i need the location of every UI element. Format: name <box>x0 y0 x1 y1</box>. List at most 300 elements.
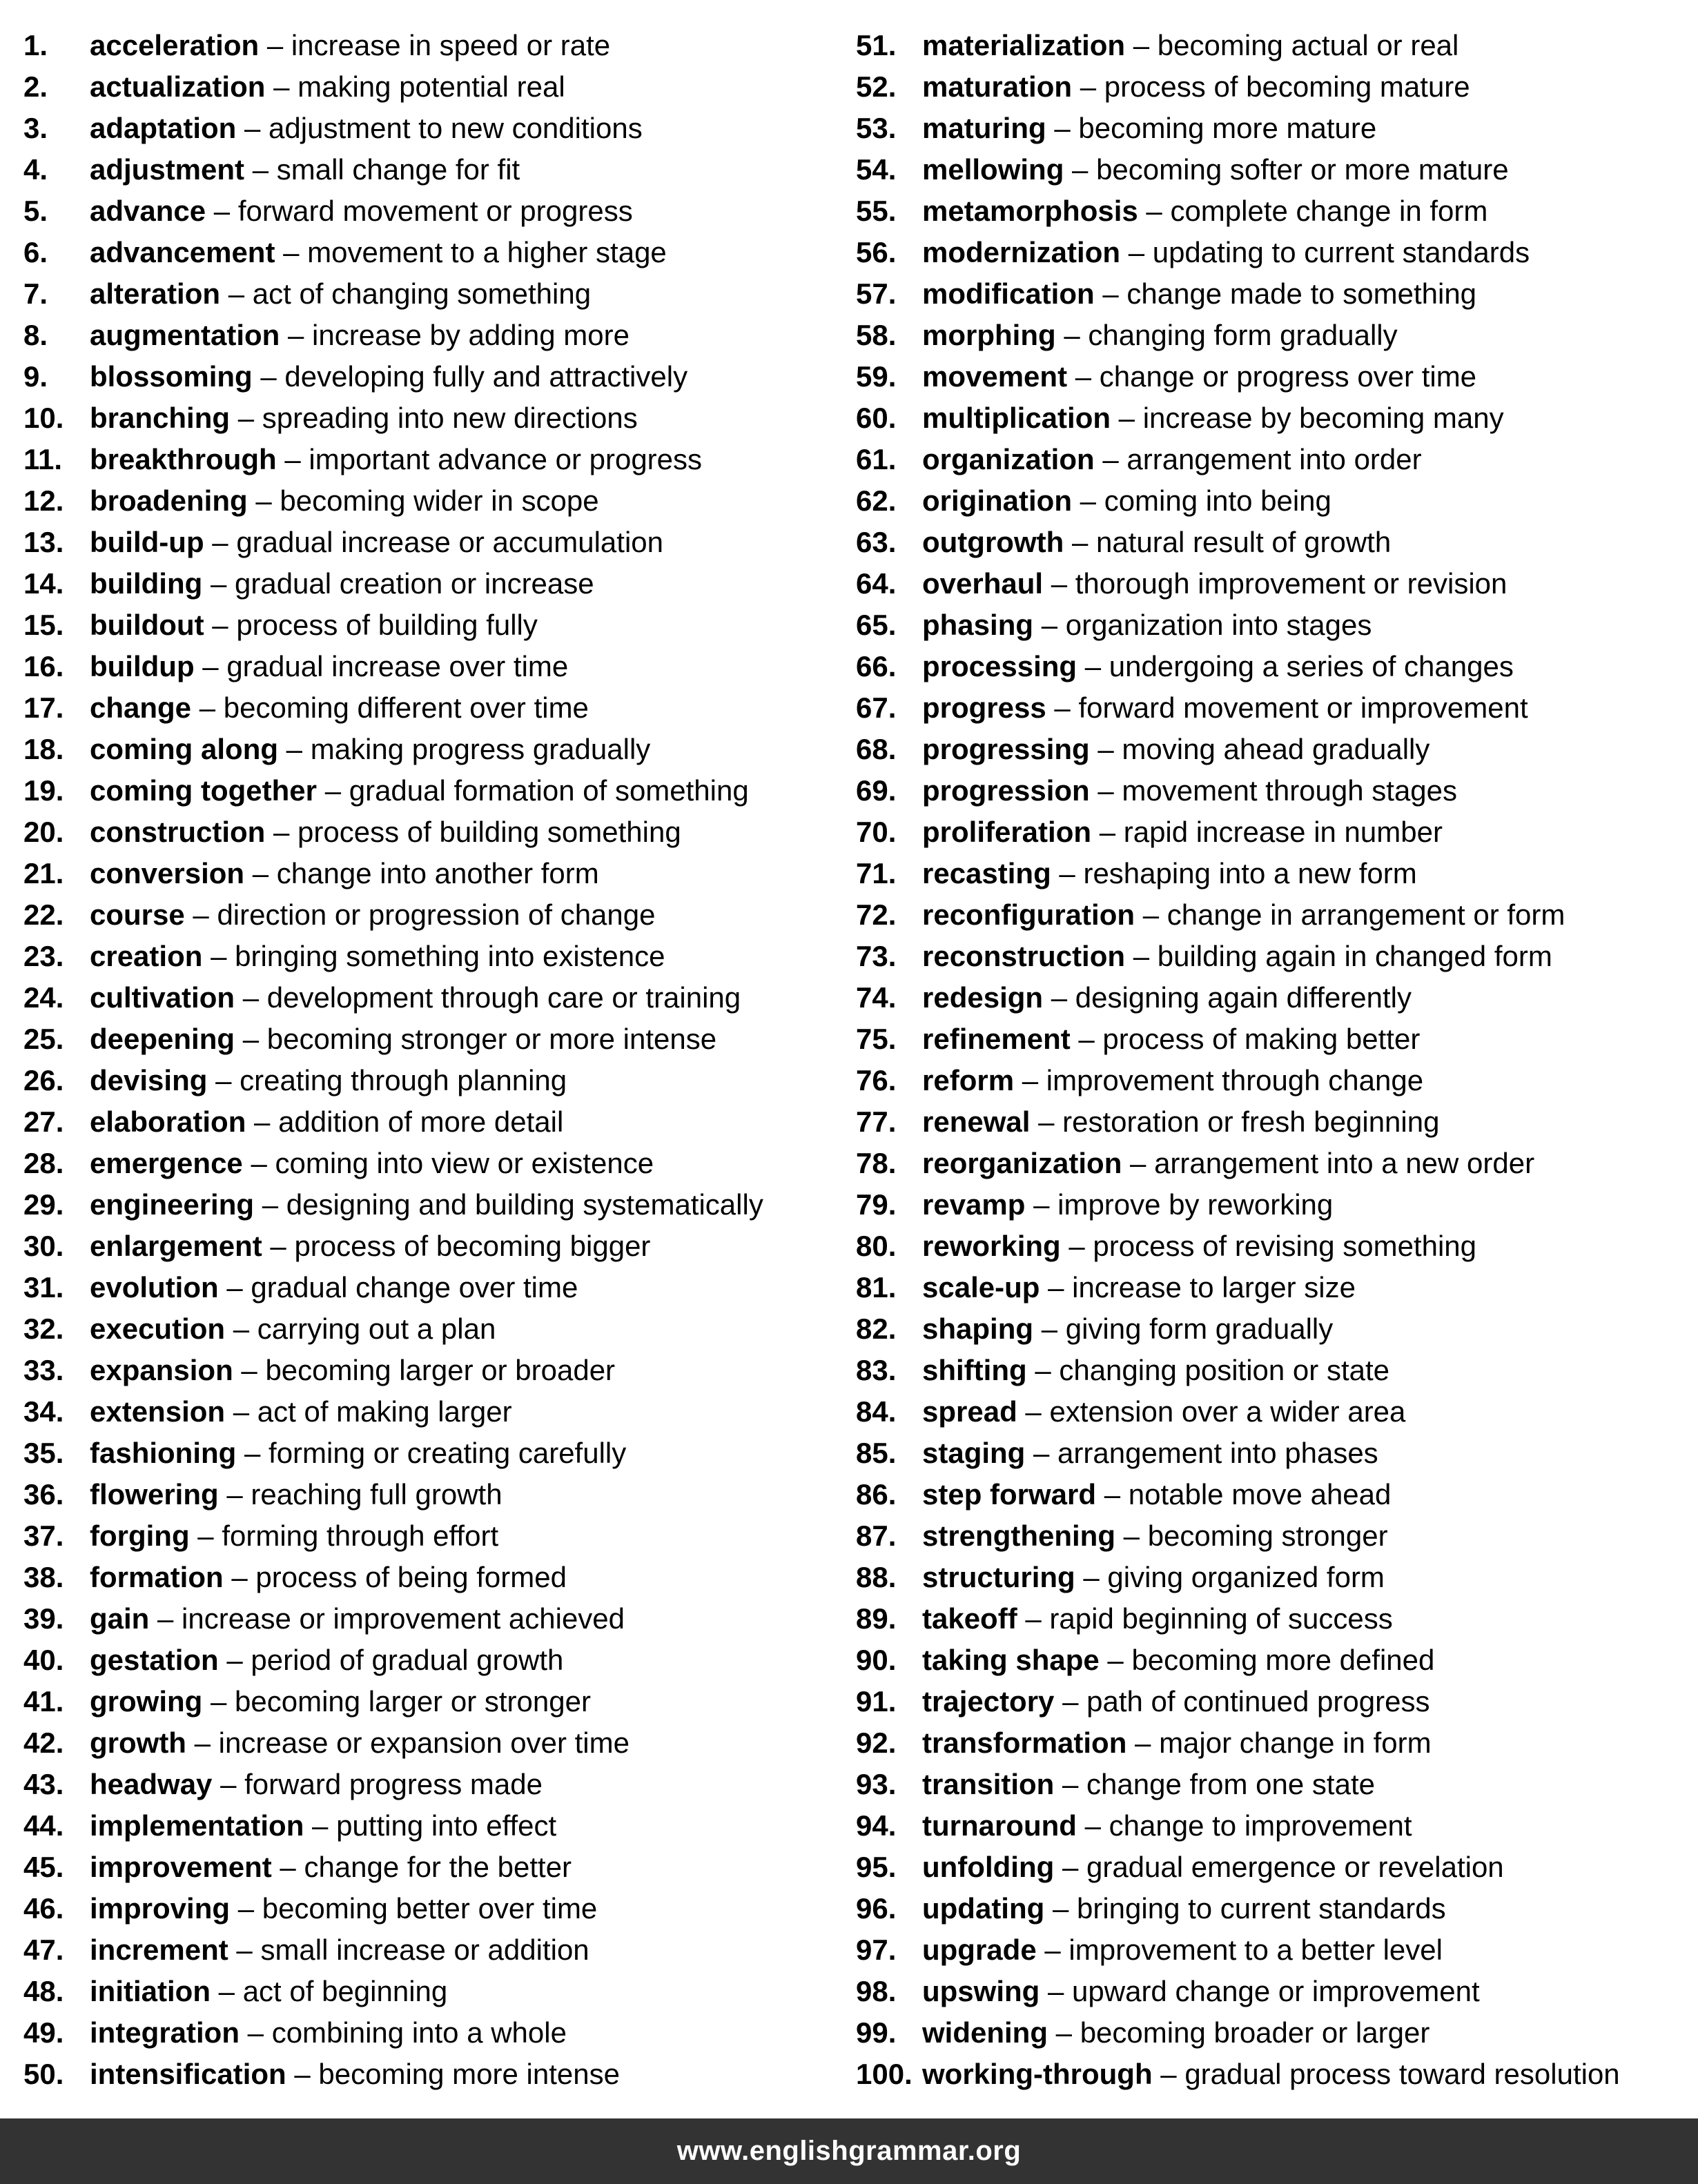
item-number: 21. <box>23 857 64 889</box>
item-word: progressing <box>922 733 1090 765</box>
list-item <box>23 1722 838 1764</box>
item-definition: period of gradual growth <box>251 1644 564 1676</box>
item-definition: designing again differently <box>1075 981 1412 1014</box>
item-number: 42. <box>23 1726 64 1759</box>
item-word: maturation <box>922 70 1073 103</box>
item-definition: change from one state <box>1086 1768 1375 1800</box>
item-separator: – <box>1135 1726 1151 1759</box>
list-item <box>23 2054 838 2095</box>
item-definition: development through care or training <box>266 981 741 1014</box>
list-item <box>856 1681 1691 1722</box>
item-separator: – <box>273 816 290 848</box>
item-number: 79. <box>856 1188 897 1221</box>
item-separator: – <box>211 940 227 972</box>
item-number: 70. <box>856 816 897 848</box>
item-separator: – <box>294 2058 311 2090</box>
list-item <box>23 149 838 190</box>
item-word: working-through <box>922 2058 1153 2090</box>
item-number: 73. <box>856 940 897 972</box>
item-number: 98. <box>856 1975 897 2007</box>
item-number: 60. <box>856 402 897 434</box>
list-item <box>23 1433 838 1474</box>
item-word: reconstruction <box>922 940 1126 972</box>
item-separator: – <box>1035 1354 1051 1386</box>
item-definition: updating to current standards <box>1152 236 1530 268</box>
item-definition: arrangement into a new order <box>1154 1147 1535 1179</box>
item-separator: – <box>312 1809 329 1842</box>
item-word: proliferation <box>922 816 1092 848</box>
item-number: 16. <box>23 650 64 682</box>
item-word: scale-up <box>922 1271 1040 1303</box>
item-number: 88. <box>856 1561 897 1593</box>
item-number: 72. <box>856 898 897 931</box>
item-definition: improve by reworking <box>1057 1188 1334 1221</box>
list-item <box>856 1805 1691 1847</box>
list-item <box>856 936 1691 977</box>
item-word: fashioning <box>90 1437 237 1469</box>
item-definition: natural result of growth <box>1095 526 1392 558</box>
item-word: widening <box>922 2016 1048 2049</box>
item-separator: – <box>197 1519 214 1552</box>
item-separator: – <box>1071 526 1089 558</box>
list-item <box>23 1598 838 1640</box>
item-number: 61. <box>856 443 897 475</box>
item-word: upswing <box>922 1975 1040 2007</box>
item-word: unfolding <box>922 1851 1055 1883</box>
item-definition: making potential real <box>297 70 565 103</box>
item-number: 92. <box>856 1726 897 1759</box>
item-number: 80. <box>856 1230 897 1262</box>
item-separator: – <box>251 1147 267 1179</box>
item-separator: – <box>1102 277 1119 310</box>
item-word: build-up <box>90 526 204 558</box>
list-item <box>23 1764 838 1805</box>
list-item <box>856 770 1691 811</box>
list-item <box>23 646 838 687</box>
list-item <box>856 315 1691 356</box>
item-word: renewal <box>922 1105 1031 1138</box>
item-definition: gradual creation or increase <box>235 567 594 600</box>
item-separator: – <box>1044 1934 1061 1966</box>
item-separator: – <box>1033 1437 1050 1469</box>
list-item <box>23 1391 838 1433</box>
item-separator: – <box>194 1726 211 1759</box>
item-separator: – <box>255 484 272 517</box>
item-number: 1. <box>23 29 48 61</box>
item-number: 94. <box>856 1809 897 1842</box>
list-item <box>856 1433 1691 1474</box>
item-word: structuring <box>922 1561 1075 1593</box>
item-number: 56. <box>856 236 897 268</box>
item-definition: creating through planning <box>240 1064 567 1096</box>
item-definition: restoration or fresh beginning <box>1062 1105 1440 1138</box>
item-definition: upward change or improvement <box>1072 1975 1480 2007</box>
list-item <box>23 1101 838 1143</box>
item-definition: becoming more mature <box>1078 112 1377 144</box>
item-number: 27. <box>23 1105 64 1138</box>
item-separator: – <box>1038 1105 1055 1138</box>
item-definition: improvement through change <box>1046 1064 1424 1096</box>
list-item <box>23 397 838 439</box>
item-number: 54. <box>856 153 897 186</box>
item-word: overhaul <box>922 567 1044 600</box>
item-definition: designing and building systematically <box>286 1188 763 1221</box>
item-separator: – <box>1160 2058 1177 2090</box>
item-word: enlargement <box>90 1230 262 1262</box>
item-separator: – <box>242 981 260 1014</box>
item-number: 75. <box>856 1023 897 1055</box>
item-word: building <box>90 567 203 600</box>
item-separator: – <box>1104 1478 1121 1511</box>
item-word: taking shape <box>922 1644 1100 1676</box>
item-definition: gradual process toward resolution <box>1184 2058 1620 2090</box>
item-word: engineering <box>90 1188 255 1221</box>
item-separator: – <box>324 774 342 807</box>
item-word: expansion <box>90 1354 233 1386</box>
item-word: phasing <box>922 609 1034 641</box>
list-item <box>856 1640 1691 1681</box>
item-number: 67. <box>856 691 897 724</box>
item-definition: arrangement into phases <box>1057 1437 1378 1469</box>
list-item <box>23 1308 838 1350</box>
item-separator: – <box>1068 1230 1085 1262</box>
item-definition: forward movement or improvement <box>1078 691 1528 724</box>
item-definition: becoming larger or stronger <box>235 1685 591 1718</box>
item-word: multiplication <box>922 402 1111 434</box>
item-definition: coming into view or existence <box>275 1147 654 1179</box>
item-word: acceleration <box>90 29 260 61</box>
item-definition: becoming different over time <box>223 691 589 724</box>
item-word: deepening <box>90 1023 235 1055</box>
item-definition: becoming actual or real <box>1157 29 1459 61</box>
list-item <box>856 563 1691 604</box>
item-word: revamp <box>922 1188 1026 1221</box>
item-number: 86. <box>856 1478 897 1511</box>
item-separator: – <box>212 526 228 558</box>
item-separator: – <box>218 1975 235 2007</box>
item-word: breakthrough <box>90 443 277 475</box>
item-number: 38. <box>23 1561 64 1593</box>
list-item <box>23 811 838 853</box>
item-separator: – <box>1048 1271 1064 1303</box>
item-number: 24. <box>23 981 64 1014</box>
item-separator: – <box>237 1892 255 1925</box>
list-item <box>856 522 1691 563</box>
item-separator: – <box>210 567 227 600</box>
item-separator: – <box>1052 1892 1069 1925</box>
list-item <box>23 232 838 273</box>
item-definition: increase or improvement achieved <box>182 1602 625 1635</box>
item-word: construction <box>90 816 266 848</box>
list-item <box>856 2054 1691 2095</box>
item-separator: – <box>226 1271 243 1303</box>
item-number: 100. <box>856 2058 913 2090</box>
item-word: course <box>90 898 185 931</box>
item-separator: – <box>236 1934 253 1966</box>
item-definition: movement to a higher stage <box>307 236 667 268</box>
item-word: reorganization <box>922 1147 1122 1179</box>
item-definition: building again in changed form <box>1157 940 1552 972</box>
item-number: 10. <box>23 402 64 434</box>
item-definition: act of changing something <box>252 277 592 310</box>
list-item <box>23 729 838 770</box>
item-separator: – <box>254 1105 271 1138</box>
item-definition: changing position or state <box>1059 1354 1389 1386</box>
list-item <box>856 190 1691 232</box>
item-number: 99. <box>856 2016 897 2049</box>
item-number: 57. <box>856 277 897 310</box>
item-definition: gradual increase or accumulation <box>236 526 663 558</box>
list-item <box>856 729 1691 770</box>
item-number: 11. <box>23 443 63 475</box>
item-definition: thorough improvement or revision <box>1075 567 1507 600</box>
item-separator: – <box>1080 484 1097 517</box>
item-separator: – <box>241 1354 257 1386</box>
item-word: movement <box>922 360 1068 393</box>
item-definition: increase by adding more <box>312 319 630 351</box>
item-word: origination <box>922 484 1072 517</box>
item-word: improving <box>90 1892 231 1925</box>
item-word: adaptation <box>90 112 237 144</box>
item-number: 14. <box>23 567 64 600</box>
item-definition: gradual emergence or revelation <box>1086 1851 1504 1883</box>
item-definition: gradual increase over time <box>226 650 569 682</box>
item-definition: process of revising something <box>1093 1230 1477 1262</box>
item-number: 83. <box>856 1354 897 1386</box>
item-number: 31. <box>23 1271 64 1303</box>
right-column <box>856 25 1691 2095</box>
item-separator: – <box>1130 1147 1146 1179</box>
item-definition: rapid beginning of success <box>1049 1602 1393 1635</box>
item-word: buildup <box>90 650 195 682</box>
item-separator: – <box>1133 29 1150 61</box>
list-item <box>23 1847 838 1888</box>
item-word: transformation <box>922 1726 1127 1759</box>
item-definition: becoming larger or broader <box>265 1354 616 1386</box>
item-word: change <box>90 691 192 724</box>
item-word: extension <box>90 1395 226 1428</box>
list-item <box>23 1557 838 1598</box>
item-word: modernization <box>922 236 1121 268</box>
item-number: 91. <box>856 1685 897 1718</box>
item-number: 97. <box>856 1934 897 1966</box>
item-number: 65. <box>856 609 897 641</box>
item-word: cultivation <box>90 981 235 1014</box>
item-separator: – <box>1142 898 1160 931</box>
item-number: 13. <box>23 526 64 558</box>
list-item <box>856 273 1691 315</box>
item-separator: – <box>213 195 231 227</box>
item-separator: – <box>202 650 219 682</box>
item-number: 51. <box>856 29 897 61</box>
item-separator: – <box>1102 443 1119 475</box>
item-number: 44. <box>23 1809 64 1842</box>
item-definition: bringing to current standards <box>1077 1892 1446 1925</box>
item-separator: – <box>270 1230 286 1262</box>
item-definition: combining into a whole <box>271 2016 567 2049</box>
item-separator: – <box>231 1561 248 1593</box>
item-definition: adjustment to new conditions <box>269 112 643 144</box>
item-definition: giving organized form <box>1107 1561 1385 1593</box>
item-definition: coming into being <box>1104 484 1331 517</box>
item-definition: act of beginning <box>242 1975 448 2007</box>
item-separator: – <box>1075 360 1092 393</box>
list-item <box>23 1805 838 1847</box>
list-item <box>23 1060 838 1101</box>
item-word: recasting <box>922 857 1051 889</box>
item-number: 77. <box>856 1105 897 1138</box>
item-definition: direction or progression of change <box>217 898 656 931</box>
item-word: alteration <box>90 277 221 310</box>
list-item <box>23 1019 838 1060</box>
item-number: 50. <box>23 2058 64 2090</box>
list-item <box>23 977 838 1019</box>
item-definition: process of being formed <box>255 1561 567 1593</box>
list-item <box>856 853 1691 894</box>
item-number: 82. <box>856 1312 897 1345</box>
item-definition: making progress gradually <box>310 733 651 765</box>
item-definition: small change for fit <box>276 153 520 186</box>
item-separator: – <box>260 360 277 393</box>
list-item <box>856 1971 1691 2012</box>
item-definition: process of building something <box>297 816 681 848</box>
item-number: 28. <box>23 1147 64 1179</box>
item-separator: – <box>1146 195 1162 227</box>
list-item <box>856 977 1691 1019</box>
item-word: devising <box>90 1064 208 1096</box>
item-definition: reshaping into a new form <box>1083 857 1417 889</box>
item-word: initiation <box>90 1975 211 2007</box>
item-word: redesign <box>922 981 1044 1014</box>
item-word: turnaround <box>922 1809 1077 1842</box>
item-separator: – <box>262 1188 279 1221</box>
list-item <box>856 1391 1691 1433</box>
item-definition: becoming more intense <box>318 2058 620 2090</box>
item-number: 15. <box>23 609 64 641</box>
item-word: gestation <box>90 1644 219 1676</box>
item-word: shaping <box>922 1312 1034 1345</box>
list-item <box>23 1888 838 1929</box>
item-word: elaboration <box>90 1105 246 1138</box>
item-number: 43. <box>23 1768 64 1800</box>
list-item <box>856 1598 1691 1640</box>
item-separator: – <box>220 1768 237 1800</box>
item-number: 87. <box>856 1519 897 1552</box>
item-word: reworking <box>922 1230 1061 1262</box>
item-word: processing <box>922 650 1077 682</box>
list-item <box>856 1101 1691 1143</box>
list-item <box>23 108 838 149</box>
item-separator: – <box>1022 1064 1039 1096</box>
item-word: implementation <box>90 1809 304 1842</box>
item-word: conversion <box>90 857 245 889</box>
list-item <box>23 1143 838 1184</box>
item-number: 30. <box>23 1230 64 1262</box>
item-definition: giving form gradually <box>1065 1312 1334 1345</box>
item-definition: gradual formation of something <box>349 774 749 807</box>
list-item <box>856 66 1691 108</box>
list-item <box>856 232 1691 273</box>
item-word: reconfiguration <box>922 898 1135 931</box>
footer-url[interactable]: www.englishgrammar.org <box>676 2136 1022 2166</box>
item-separator: – <box>233 1395 250 1428</box>
item-definition: major change in form <box>1159 1726 1432 1759</box>
item-word: actualization <box>90 70 266 103</box>
list-item <box>23 1929 838 1971</box>
list-item <box>23 1474 838 1515</box>
item-number: 22. <box>23 898 64 931</box>
list-item <box>856 1226 1691 1267</box>
item-word: intensification <box>90 2058 286 2090</box>
item-word: buildout <box>90 609 204 641</box>
item-separator: – <box>266 29 284 61</box>
item-separator: – <box>1062 1685 1079 1718</box>
item-separator: – <box>1062 1851 1079 1883</box>
list-item <box>856 397 1691 439</box>
item-number: 84. <box>856 1395 897 1428</box>
list-item <box>856 1929 1691 1971</box>
item-definition: becoming better over time <box>262 1892 598 1925</box>
item-number: 71. <box>856 857 897 889</box>
item-definition: act of making larger <box>257 1395 512 1428</box>
item-separator: – <box>273 70 290 103</box>
list-item <box>23 1640 838 1681</box>
item-separator: – <box>1128 236 1145 268</box>
list-item <box>23 315 838 356</box>
item-number: 95. <box>856 1851 897 1883</box>
item-separator: – <box>244 112 261 144</box>
list-item <box>856 646 1691 687</box>
item-word: coming along <box>90 733 278 765</box>
item-separator: – <box>1083 1561 1100 1593</box>
list-item <box>23 480 838 522</box>
item-separator: – <box>1048 1975 1064 2007</box>
item-definition: forward progress made <box>244 1768 543 1800</box>
item-number: 2. <box>23 70 48 103</box>
item-number: 55. <box>856 195 897 227</box>
item-definition: becoming stronger <box>1147 1519 1388 1552</box>
item-number: 32. <box>23 1312 64 1345</box>
item-separator: – <box>252 153 269 186</box>
item-definition: reaching full growth <box>251 1478 502 1511</box>
list-item <box>856 108 1691 149</box>
list-item <box>23 1681 838 1722</box>
list-item <box>23 1267 838 1308</box>
item-word: progression <box>922 774 1090 807</box>
item-number: 6. <box>23 236 48 268</box>
item-word: reform <box>922 1064 1015 1096</box>
item-separator: – <box>242 1023 260 1055</box>
item-separator: – <box>280 1851 296 1883</box>
item-definition: forming through effort <box>222 1519 499 1552</box>
item-separator: – <box>212 609 228 641</box>
item-definition: becoming broader or larger <box>1080 2016 1430 2049</box>
item-number: 53. <box>856 112 897 144</box>
item-definition: improvement to a better level <box>1068 1934 1443 1966</box>
item-number: 34. <box>23 1395 64 1428</box>
list-item <box>23 522 838 563</box>
item-word: spread <box>922 1395 1017 1428</box>
item-number: 17. <box>23 691 64 724</box>
item-number: 45. <box>23 1851 64 1883</box>
item-separator: – <box>1062 1768 1079 1800</box>
item-word: organization <box>922 443 1095 475</box>
item-definition: carrying out a plan <box>257 1312 496 1345</box>
list-item <box>856 1184 1691 1226</box>
list-item <box>23 687 838 729</box>
item-number: 96. <box>856 1892 897 1925</box>
item-word: branching <box>90 402 231 434</box>
